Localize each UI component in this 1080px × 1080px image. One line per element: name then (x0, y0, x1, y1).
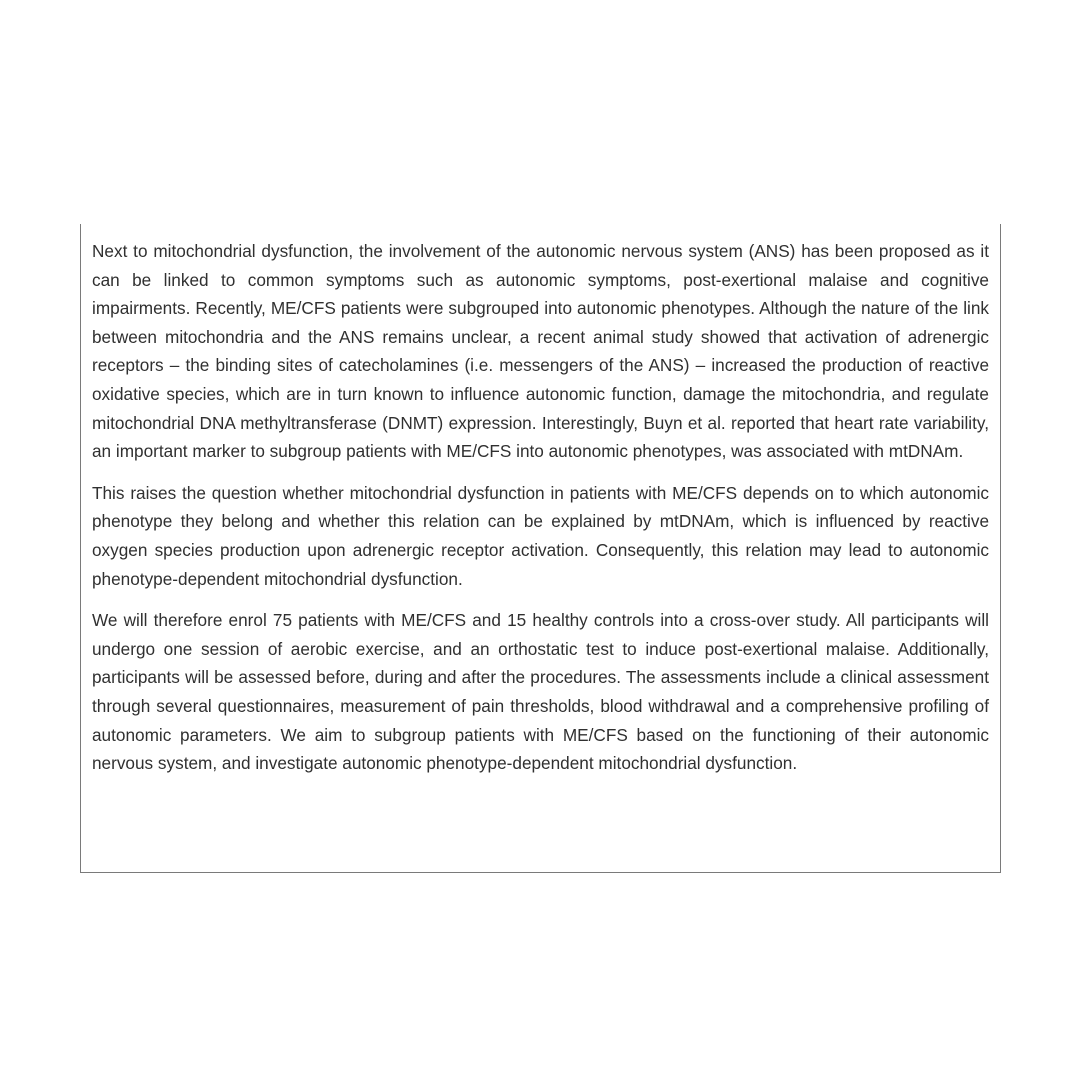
text-excerpt-box (80, 224, 1001, 873)
paragraph-study-design: We will therefore enrol 75 patients with ME/CFS and 15 healthy controls into a cross-over study. All participants will undergo one session of aerobic exercise, and an orthostatic test to induce post-exertional malaise. Additionally, participants will be assessed before, during and after the procedures. The assessments include a clinical assessment through several questionnaires, measurement of pain thresholds, blood withdrawal and a comprehensive profiling of autonomic parameters. We aim to subgroup patients with ME/CFS based on the functioning of their autonomic nervous system, and investigate autonomic phenotype-dependent mitochondrial dysfunction. (92, 610, 989, 774)
paragraph-ans-involvement: Next to mitochondrial dysfunction, the involvement of the autonomic nervous system (ANS) has been proposed as it can be linked to common symptoms such as autonomic symptoms, post-exertional malaise and cognitive impairments. Recently, ME/CFS patients were subgrouped into autonomic phenotypes. Although the nature of the link between mitochondria and the ANS remains unclear, a recent animal study showed that activation of adrenergic receptors – the binding sites of catecholamines (i.e. messengers of the ANS) – increased the production of reactive oxidative species, which are in turn known to influence autonomic function, damage the mitochondria, and regulate mitochondrial DNA methyltransferase (DNMT) expression. Interestingly, Buyn et al. reported that heart rate variability, an important marker to subgroup patients with ME/CFS into autonomic phenotypes, was associated with mtDNAm. (92, 241, 989, 462)
paragraph-research-question: This raises the question whether mitochondrial dysfunction in patients with ME/CFS depends on to which autonomic phenotype they belong and whether this relation can be explained by mtDNAm, which is influenced by reactive oxygen species production upon adrenergic receptor activation. Consequently, this relation may lead to autonomic phenotype-dependent mitochondrial dysfunction. (92, 482, 989, 589)
